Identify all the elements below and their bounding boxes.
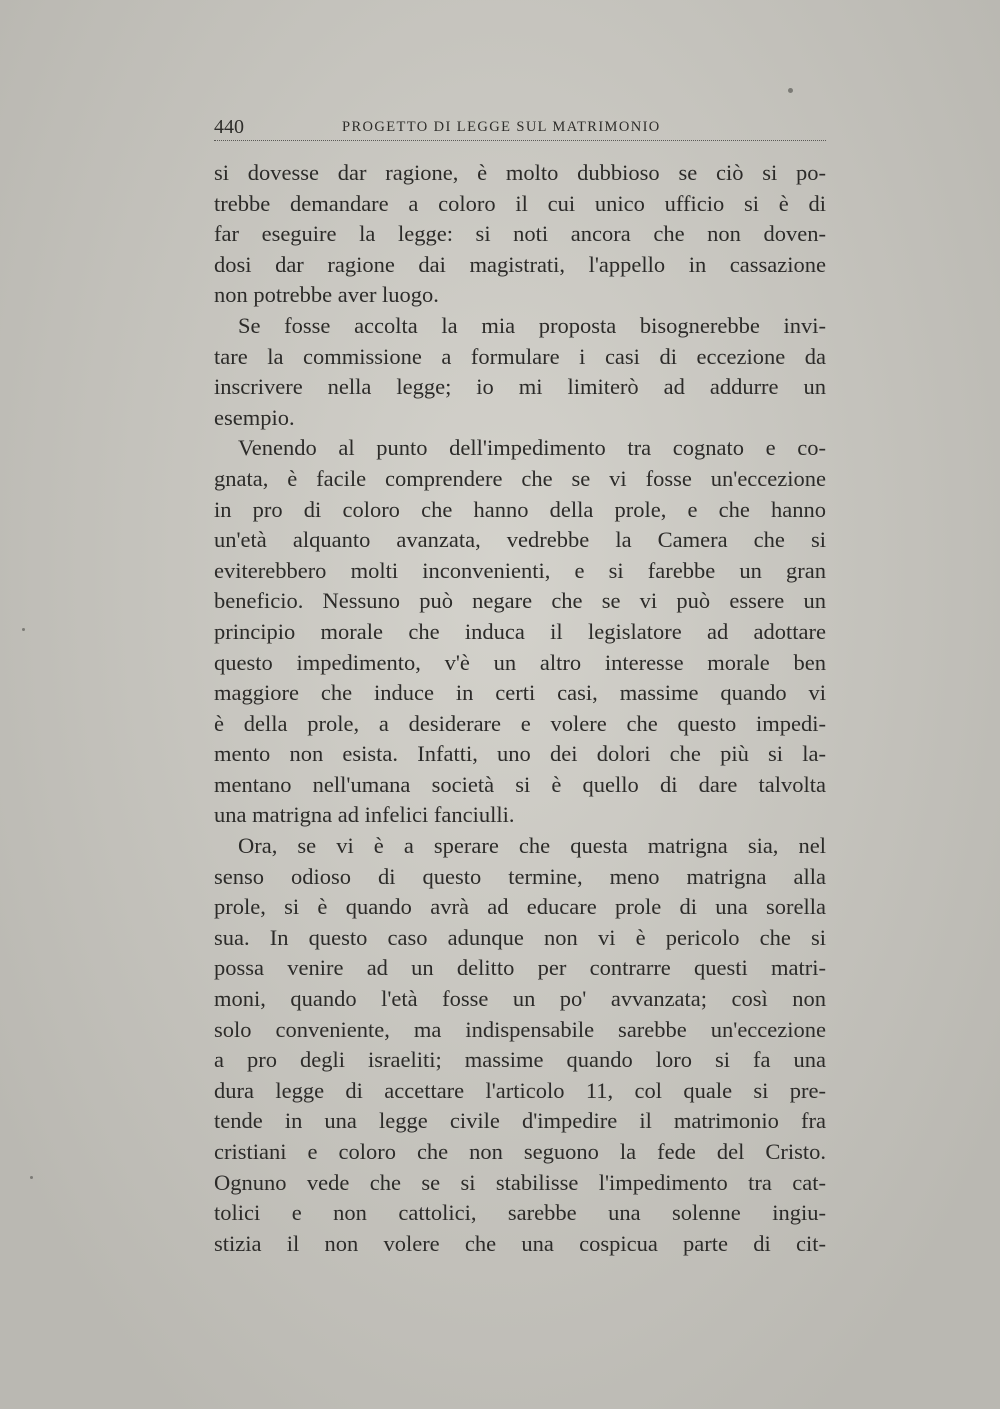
text-line: si dovesse dar ragione, è molto dubbioso se ciò si po- — [214, 160, 826, 185]
text-line: tare la commissione a formulare i casi di eccezione da — [214, 343, 826, 369]
text-line: beneficio. Nessuno può negare che se vi può essere un — [214, 588, 826, 614]
text-line: eviterebbero molti inconvenienti, e si farebbe un gran — [214, 557, 826, 583]
text-line: dosi dar ragione dai magistrati, l'appello in cassazione — [214, 251, 826, 277]
text-line: inscrivere nella legge; io mi limiterò ad addurre un — [214, 374, 826, 400]
text-line: Ognuno vede che se si stabilisse l'impedimento tra cat- — [214, 1169, 826, 1195]
text-line: moni, quando l'età fosse un po' avvanzata; così non — [214, 986, 826, 1012]
page-header — [214, 110, 826, 141]
text-line: solo conveniente, ma indispensabile sarebbe un'eccezione — [214, 1016, 826, 1042]
text-line: dura legge di accettare l'articolo 11, col quale si pre- — [214, 1077, 826, 1103]
text-line: stizia il non volere che una cospicua parte di cit- — [214, 1230, 826, 1256]
text-line: tolici e non cattolici, sarebbe una solenne ingiu- — [214, 1200, 826, 1226]
running-head: PROGETTO DI LEGGE SUL MATRIMONIO — [342, 119, 661, 135]
text-line: Se fosse accolta la mia proposta bisognerebbe invi- — [238, 312, 826, 338]
text-line: questo impedimento, v'è un altro interesse morale ben — [214, 649, 826, 675]
paper-speck — [22, 628, 25, 631]
paper-speck — [30, 1176, 33, 1179]
text-line: far eseguire la legge: si noti ancora che non doven- — [214, 221, 826, 247]
text-line: principio morale che induca il legislatore ad adottare — [214, 618, 826, 644]
page-number: 440 — [214, 116, 244, 138]
text-line: trebbe demandare a coloro il cui unico ufficio si è di — [214, 190, 826, 216]
text-line: sua. In questo caso adunque non vi è pericolo che si — [214, 924, 826, 950]
body-text — [214, 158, 826, 1259]
text-line: una matrigna ad infelici fanciulli. — [214, 802, 515, 828]
text-line: gnata, è facile comprendere che se vi fosse un'eccezione — [214, 465, 826, 491]
text-line: senso odioso di questo termine, meno matrigna alla — [214, 863, 826, 889]
text-line: possa venire ad un delitto per contrarre questi matri- — [214, 955, 826, 981]
text-line: mentano nell'umana società si è quello di dare talvolta — [214, 771, 826, 797]
paper-speck — [788, 88, 793, 93]
text-line: cristiani e coloro che non seguono la fede del Cristo. — [214, 1139, 826, 1164]
text-line: Ora, se vi è a sperare che questa matrigna sia, nel — [238, 833, 826, 859]
text-line: a pro degli israeliti; massime quando loro si fa una — [214, 1047, 826, 1073]
text-line: è della prole, a desiderare e volere che questo impedi- — [214, 710, 826, 736]
text-line: prole, si è quando avrà ad educare prole di una sorella — [214, 894, 826, 920]
text-line: mento non esista. Infatti, uno dei dolori che più si la- — [214, 741, 826, 767]
text-line: maggiore che induce in certi casi, massime quando vi — [214, 680, 826, 706]
text-line: in pro di coloro che hanno della prole, e che hanno — [214, 496, 826, 522]
text-line: tende in una legge civile d'impedire il matrimonio fra — [214, 1108, 826, 1134]
text-line: esempio. — [214, 404, 295, 430]
text-line: un'età alquanto avanzata, vedrebbe la Camera che si — [214, 527, 826, 553]
text-line: non potrebbe aver luogo. — [214, 282, 439, 308]
text-line: Venendo al punto dell'impedimento tra cognato e co- — [238, 435, 826, 461]
